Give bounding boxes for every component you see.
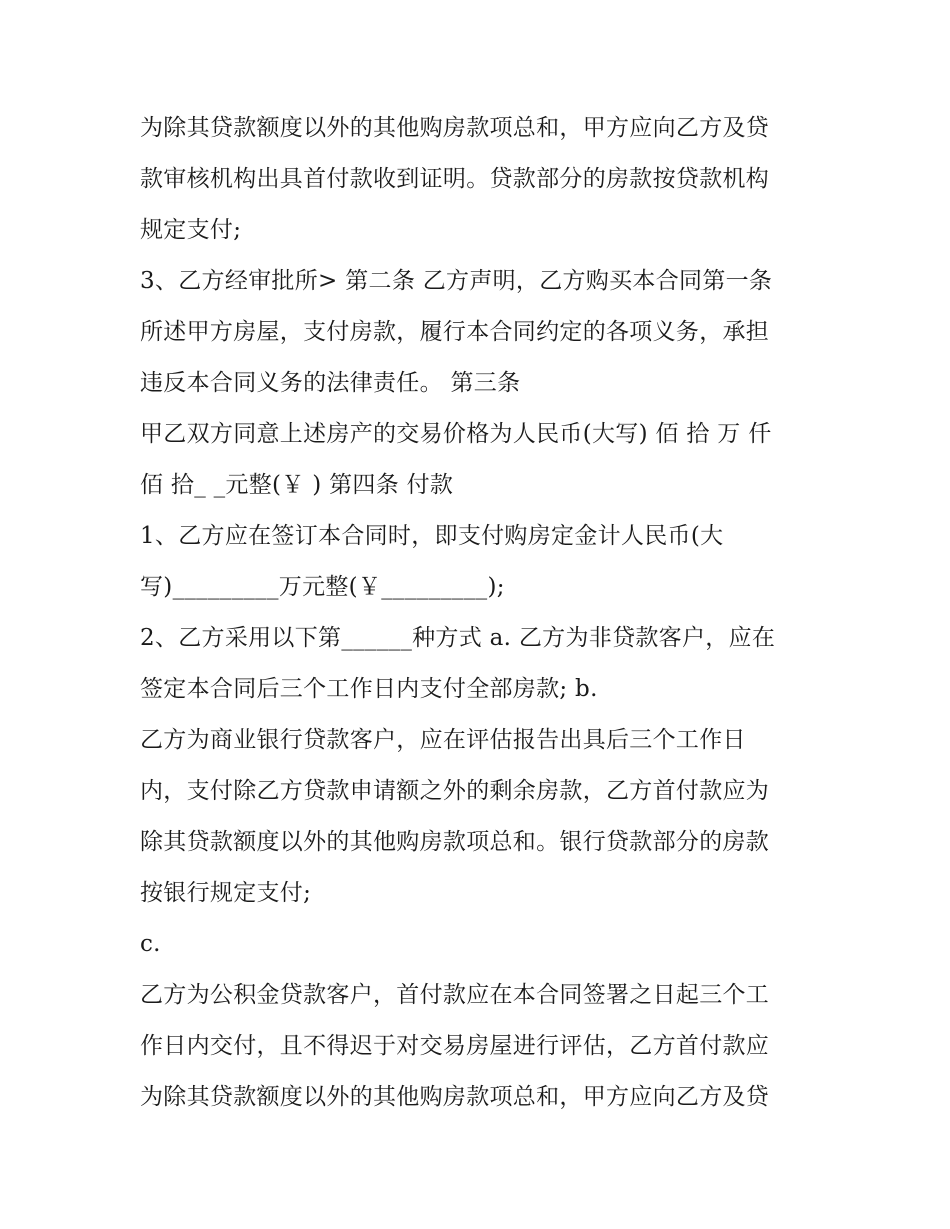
text-line: 1、乙方应在签订本合同时，即支付购房定金计人民币(大 bbox=[140, 523, 724, 549]
text-line: 签定本合同后三个工作日内支付全部房款; b. bbox=[140, 676, 598, 702]
text-line: 违反本合同义务的法律责任。 第三条 bbox=[140, 370, 521, 396]
document-body bbox=[140, 103, 830, 1123]
text-line: 按银行规定支付; bbox=[140, 880, 312, 906]
text-line: 作日内交付，且不得迟于对交易房屋进行评估，乙方首付款应 bbox=[140, 1033, 770, 1059]
text-line: 乙方为公积金贷款客户，首付款应在本合同签署之日起三个工 bbox=[140, 982, 770, 1008]
text-line: 甲乙双方同意上述房产的交易价格为人民币(大写) 佰 拾 万 仟 bbox=[140, 421, 772, 447]
text-line: 为除其贷款额度以外的其他购房款项总和，甲方应向乙方及贷 bbox=[140, 115, 770, 141]
text-line: 所述甲方房屋，支付房款，履行本合同约定的各项义务，承担 bbox=[140, 319, 770, 345]
text-line: c. bbox=[140, 931, 161, 957]
text-line: 款审核机构出具首付款收到证明。贷款部分的房款按贷款机构 bbox=[140, 166, 770, 192]
text-line: 乙方为商业银行贷款客户，应在评估报告出具后三个工作日 bbox=[140, 727, 746, 753]
text-line: 佰 拾_ _元整(￥ ) 第四条 付款 bbox=[140, 472, 454, 498]
text-line: 内，支付除乙方贷款申请额之外的剩余房款，乙方首付款应为 bbox=[140, 778, 770, 804]
text-line: 除其贷款额度以外的其他购房款项总和。银行贷款部分的房款 bbox=[140, 829, 770, 855]
text-line: 为除其贷款额度以外的其他购房款项总和，甲方应向乙方及贷 bbox=[140, 1084, 770, 1110]
text-line: 规定支付; bbox=[140, 217, 242, 243]
text-line: 写)_________万元整(￥_________); bbox=[140, 574, 505, 600]
text-line: 2、乙方采用以下第______种方式 a. 乙方为非贷款客户，应在 bbox=[140, 625, 776, 651]
text-line: 3、乙方经审批所> 第二条 乙方声明，乙方购买本合同第一条 bbox=[140, 268, 773, 294]
